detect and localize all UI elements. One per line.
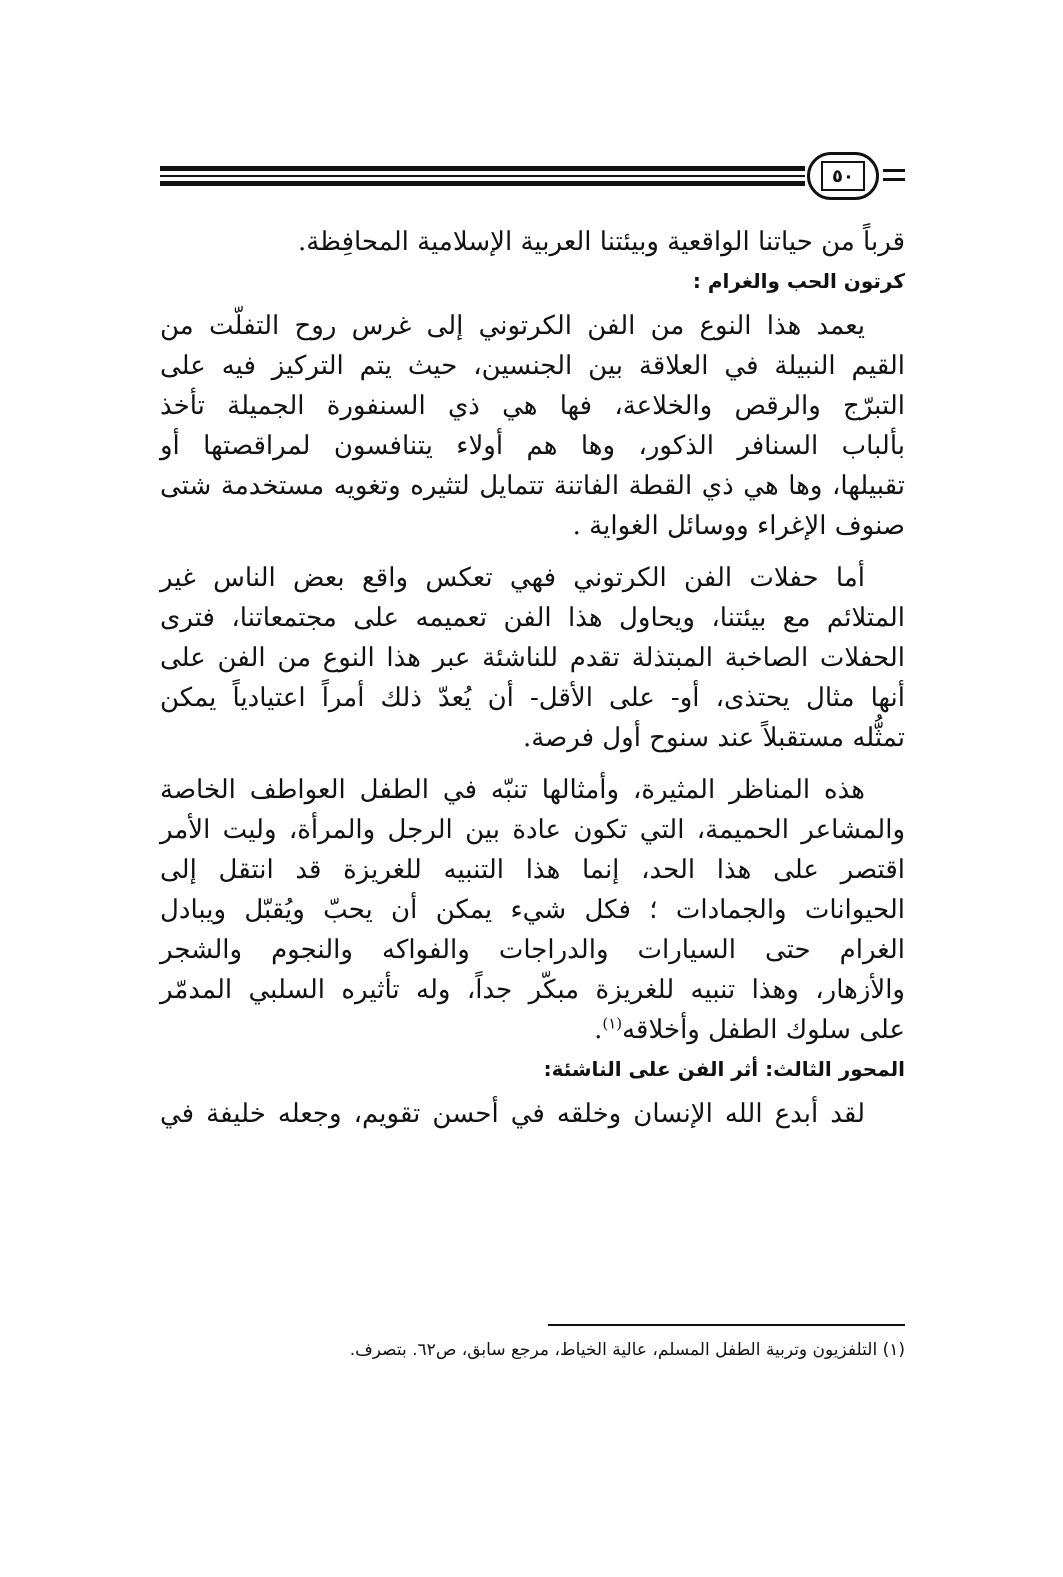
page-header [160,152,905,204]
paragraph-2 [160,558,905,758]
paragraph-line: اقتصر على هذا الحد، إنما هذا التنبيه للغريزة قد انتقل إلى [160,855,905,885]
paragraph-line: الغرام حتى السيارات والدراجات والفواكه والنجوم والشجر [160,935,905,965]
paragraph-line: الحفلات الصاخبة المبتذلة تقدم للناشئة عبر هذا النوع من الفن على [160,643,905,673]
paragraph-3 [160,770,905,1050]
paragraph-4: لقد أبدع الله الإنسان وخلقه في أحسن تقويم، وجعله خليفة في [160,1099,865,1129]
paragraph-1 [160,306,905,546]
paragraph-line: القيم النبيلة في العلاقة بين الجنسين، حيث يتم التركيز فيه على [160,351,905,381]
section-heading-cartoon-love: كرتون الحب والغرام : [692,269,905,293]
page-number-badge [807,152,879,200]
paragraph-line: الحيوانات والجمادات ؛ فكل شيء يمكن أن يحبّ ويُقبّل ويبادل [160,895,905,925]
paragraph-line: تقبيلها، وها هي ذي القطة الفاتنة تتمايل لتثيره وتغويه مستخدمة شتى [160,471,905,501]
section-heading-third-axis: المحور الثالث: أثر الفن على الناشئة: [543,1057,905,1081]
paragraph-line: تمثُّله مستقبلاً عند سنوح أول فرصة. [522,723,905,753]
page-number: ٥٠ [821,161,865,191]
footnote-separator [548,1324,905,1326]
paragraph-line: يعمد هذا النوع من الفن الكرتوني إلى غرس روح التفلّت من [160,311,865,341]
paragraph-line-final [160,1010,905,1050]
paragraph-line: والأزهار، وهذا تنبيه للغريزة مبكّر جداً، وله تأثيره السلبي المدمّر [160,975,905,1005]
paragraph-line: المتلائم مع بيئتنا، ويحاول هذا الفن تعميمه على مجتمعاتنا، فترى [160,603,905,633]
paragraph-line: بألباب السنافر الذكور، وها هم أولاء يتنافسون لمراقصتها أو [160,431,905,461]
footnote: (١) التلفزيون وتربية الطفل المسلم، عالية الخياط، مرجع سابق، ص٦٢. بتصرف. [349,1340,905,1360]
header-rule [160,166,805,186]
footnote-ref: (١) [602,1014,623,1033]
paragraph-line: والمشاعر الحميمة، التي تكون عادة بين الرجل والمرأة، وليت الأمر [160,815,905,845]
paragraph-line: على سلوك الطفل وأخلاقه [622,1015,905,1045]
paragraph-line: التبرّج والرقص والخلاعة، فها هي ذي السنفورة الجميلة تأخذ [160,391,905,421]
paragraph-line: هذه المناظر المثيرة، وأمثالها تنبّه في الطفل العواطف الخاصة [160,775,865,805]
paragraph-line: أما حفلات الفن الكرتوني فهي تعكس واقع بعض الناس غير [160,563,865,593]
header-rule-tail [883,169,905,187]
paragraph-line: صنوف الإغراء ووسائل الغواية . [572,511,905,541]
paragraph-line: أنها مثال يحتذى، أو- على الأقل- أن يُعدّ ذلك أمراً اعتيادياً يمكن [160,683,905,713]
body-text [160,222,905,1134]
intro-line: قرباً من حياتنا الواقعية وبيئتنا العربية الإسلامية المحافِظة. [298,227,905,257]
paragraph-end-mark: . [594,1015,603,1045]
